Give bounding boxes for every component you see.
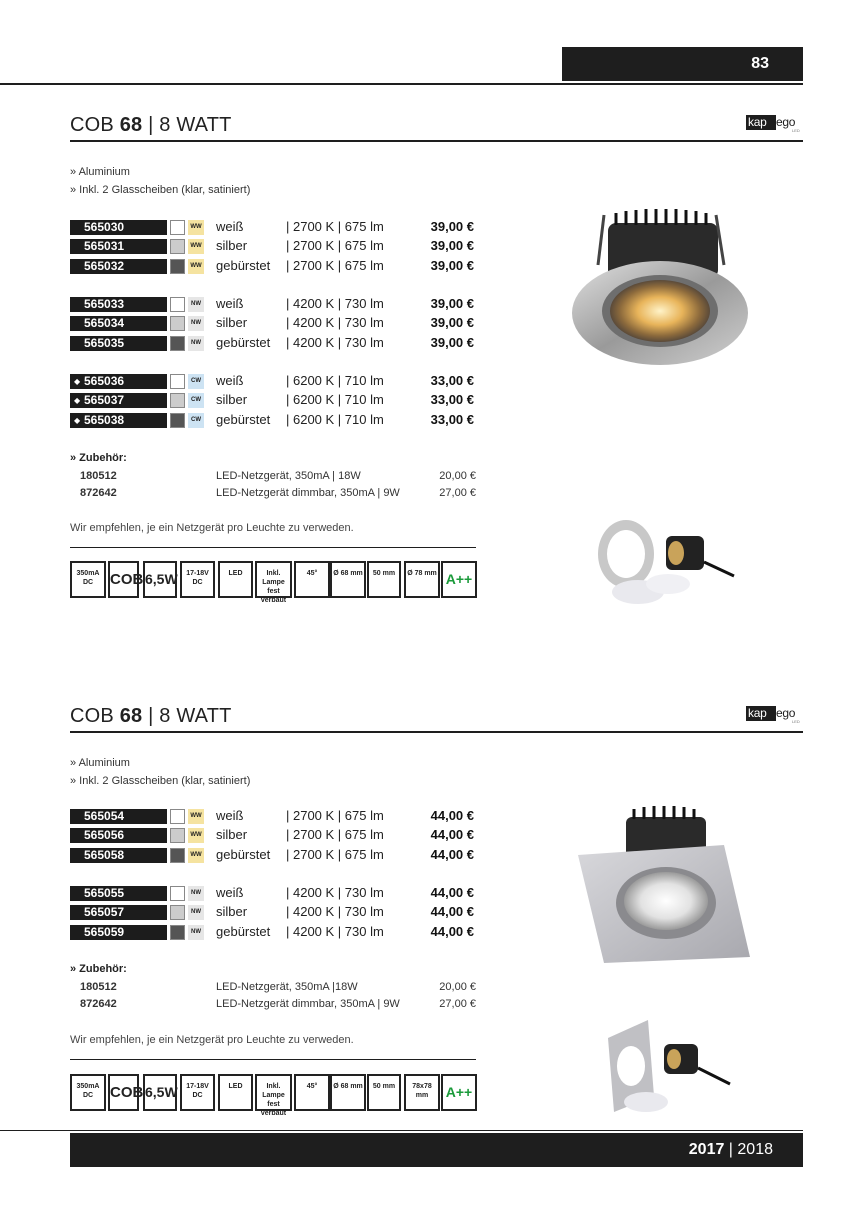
color-temp-badge: CW bbox=[188, 413, 204, 428]
light-spec: | 2700 K | 675 lm bbox=[286, 219, 384, 234]
price: 39,00 € bbox=[430, 238, 474, 253]
article-number: 565056 bbox=[70, 828, 167, 843]
finish-name: weiß bbox=[216, 296, 244, 311]
finish-name: weiß bbox=[216, 219, 244, 234]
light-spec: | 2700 K | 675 lm bbox=[286, 827, 384, 842]
light-spec: | 4200 K | 730 lm bbox=[286, 924, 384, 939]
section-title: COB 68 | 8 WATT bbox=[70, 114, 232, 136]
product-row bbox=[70, 296, 480, 313]
finish-name: weiß bbox=[216, 808, 244, 823]
color-temp-badge: WW bbox=[188, 828, 204, 843]
article-number: 565032 bbox=[70, 259, 167, 274]
bottom-divider bbox=[0, 1130, 803, 1131]
light-spec: | 2700 K | 675 lm bbox=[286, 258, 384, 273]
article-number: 565057 bbox=[70, 905, 167, 920]
light-spec: | 2700 K | 675 lm bbox=[286, 808, 384, 823]
feature-list bbox=[70, 163, 250, 199]
recommendation-divider bbox=[70, 547, 476, 548]
finish-swatch bbox=[170, 259, 185, 274]
feature-icon: 17-18V DC bbox=[180, 1074, 215, 1111]
feature-icon: Inkl. Lampe fest verbaut bbox=[255, 1074, 292, 1111]
product-row bbox=[70, 258, 480, 275]
price: 39,00 € bbox=[430, 296, 474, 311]
light-spec: | 4200 K | 730 lm bbox=[286, 335, 384, 350]
product-row bbox=[70, 904, 480, 921]
feature-item: » Inkl. 2 Glasscheiben (klar, satiniert) bbox=[70, 775, 251, 787]
article-number: 565035 bbox=[70, 336, 167, 351]
product-row bbox=[70, 335, 480, 352]
price: 44,00 € bbox=[430, 808, 474, 823]
round-downlight-parts-image bbox=[596, 512, 741, 612]
price: 44,00 € bbox=[430, 904, 474, 919]
finish-swatch bbox=[170, 239, 185, 254]
accessory-row: 872642 LED-Netzgerät dimmbar, 350mA | 9W 27,00 € bbox=[80, 487, 476, 499]
feature-icon: 78x78 mm bbox=[404, 1074, 440, 1111]
new-diamond-icon: ◆ bbox=[74, 396, 81, 405]
product-row bbox=[70, 392, 480, 409]
accessories-label: » Zubehör: bbox=[70, 963, 127, 975]
feature-icon: 350mA DC bbox=[70, 561, 106, 598]
accessory-row: 872642 LED-Netzgerät dimmbar, 350mA | 9W 27,00 € bbox=[80, 998, 476, 1010]
price: 39,00 € bbox=[430, 315, 474, 330]
color-temp-badge: WW bbox=[188, 259, 204, 274]
feature-icon: 350mA DC bbox=[70, 1074, 106, 1111]
product-row bbox=[70, 885, 480, 902]
color-temp-badge: WW bbox=[188, 220, 204, 235]
article-number: ◆ 565036 bbox=[70, 374, 167, 389]
price: 39,00 € bbox=[430, 219, 474, 234]
color-temp-badge: WW bbox=[188, 239, 204, 254]
accessory-row: 180512 LED-Netzgerät, 350mA |18W 20,00 € bbox=[80, 981, 476, 993]
article-number: 565030 bbox=[70, 220, 167, 235]
color-temp-badge: NW bbox=[188, 316, 204, 331]
feature-icon: LED bbox=[218, 1074, 253, 1111]
finish-name: silber bbox=[216, 392, 248, 407]
square-downlight-image bbox=[574, 805, 752, 965]
page-number-bar bbox=[562, 47, 803, 81]
finish-name: silber bbox=[216, 827, 248, 842]
finish-swatch bbox=[170, 297, 185, 312]
finish-name: gebürstet bbox=[216, 258, 271, 273]
color-temp-badge: WW bbox=[188, 848, 204, 863]
top-divider bbox=[0, 83, 803, 85]
article-number: ◆ 565037 bbox=[70, 393, 167, 408]
finish-swatch bbox=[170, 316, 185, 331]
finish-name: silber bbox=[216, 238, 248, 253]
finish-name: gebürstet bbox=[216, 924, 271, 939]
article-number: 565059 bbox=[70, 925, 167, 940]
feature-item: » Inkl. 2 Glasscheiben (klar, satiniert) bbox=[70, 184, 251, 196]
price: 39,00 € bbox=[430, 335, 474, 350]
light-spec: | 4200 K | 730 lm bbox=[286, 315, 384, 330]
footer-year-next: 2018 bbox=[737, 1141, 773, 1158]
feature-icon: 50 mm bbox=[367, 1074, 401, 1111]
feature-icon: LED bbox=[218, 561, 253, 598]
feature-icon: Ø 78 mm bbox=[404, 561, 440, 598]
article-number: ◆ 565038 bbox=[70, 413, 167, 428]
finish-swatch bbox=[170, 393, 185, 408]
light-spec: | 4200 K | 730 lm bbox=[286, 904, 384, 919]
product-row bbox=[70, 924, 480, 941]
product-row bbox=[70, 315, 480, 332]
feature-icon: 17-18V DC bbox=[180, 561, 215, 598]
square-downlight-parts-image bbox=[598, 1016, 738, 1116]
feature-icon: Ø 68 mm bbox=[330, 561, 366, 598]
color-temp-badge: NW bbox=[188, 336, 204, 351]
price: 44,00 € bbox=[430, 847, 474, 862]
color-temp-badge: WW bbox=[188, 809, 204, 824]
product-row bbox=[70, 412, 480, 429]
feature-icon: A++ bbox=[441, 561, 477, 598]
finish-swatch bbox=[170, 905, 185, 920]
finish-name: gebürstet bbox=[216, 335, 271, 350]
kapego-logo: kap ego LED bbox=[748, 706, 800, 724]
finish-swatch bbox=[170, 374, 185, 389]
product-row bbox=[70, 373, 480, 390]
light-spec: | 6200 K | 710 lm bbox=[286, 412, 384, 427]
light-spec: | 4200 K | 730 lm bbox=[286, 885, 384, 900]
feature-item: » Aluminium bbox=[70, 166, 130, 178]
section-title: COB 68 | 8 WATT bbox=[70, 705, 232, 727]
footer-year-current: 2017 bbox=[688, 1141, 725, 1158]
color-temp-badge: NW bbox=[188, 925, 204, 940]
feature-icon: 6,5W bbox=[143, 1074, 177, 1111]
finish-name: gebürstet bbox=[216, 847, 271, 862]
article-number: 565054 bbox=[70, 809, 167, 824]
feature-icon: A++ bbox=[441, 1074, 477, 1111]
feature-list bbox=[70, 754, 250, 790]
feature-icon: 45° bbox=[294, 1074, 330, 1111]
feature-icon: 6,5W bbox=[143, 561, 177, 598]
finish-swatch bbox=[170, 828, 185, 843]
product-row bbox=[70, 808, 480, 825]
footer-bar: 2017 | 2018 bbox=[70, 1133, 803, 1167]
finish-name: silber bbox=[216, 904, 248, 919]
feature-icon: COB bbox=[108, 561, 139, 598]
color-temp-badge: CW bbox=[188, 393, 204, 408]
feature-icon: 50 mm bbox=[367, 561, 401, 598]
light-spec: | 2700 K | 675 lm bbox=[286, 847, 384, 862]
price: 39,00 € bbox=[430, 258, 474, 273]
finish-name: weiß bbox=[216, 373, 244, 388]
price: 44,00 € bbox=[430, 924, 474, 939]
color-temp-badge: NW bbox=[188, 297, 204, 312]
recommendation-note: Wir empfehlen, je ein Netzgerät pro Leuchte zu verweden. bbox=[70, 522, 354, 534]
product-row bbox=[70, 847, 480, 864]
round-downlight-image bbox=[568, 205, 753, 370]
finish-swatch bbox=[170, 925, 185, 940]
new-diamond-icon: ◆ bbox=[74, 416, 81, 425]
finish-name: gebürstet bbox=[216, 412, 271, 427]
finish-swatch bbox=[170, 413, 185, 428]
finish-name: weiß bbox=[216, 885, 244, 900]
article-number: 565055 bbox=[70, 886, 167, 901]
light-spec: | 6200 K | 710 lm bbox=[286, 392, 384, 407]
article-number: 565031 bbox=[70, 239, 167, 254]
finish-swatch bbox=[170, 886, 185, 901]
price: 33,00 € bbox=[430, 373, 474, 388]
new-diamond-icon: ◆ bbox=[74, 377, 81, 386]
kapego-logo: kap ego LED bbox=[748, 115, 800, 133]
color-temp-badge: CW bbox=[188, 374, 204, 389]
article-number: 565033 bbox=[70, 297, 167, 312]
light-spec: | 2700 K | 675 lm bbox=[286, 238, 384, 253]
price: 44,00 € bbox=[430, 827, 474, 842]
price: 44,00 € bbox=[430, 885, 474, 900]
recommendation-note: Wir empfehlen, je ein Netzgerät pro Leuchte zu verweden. bbox=[70, 1034, 354, 1046]
price: 33,00 € bbox=[430, 412, 474, 427]
feature-icon: 45° bbox=[294, 561, 330, 598]
feature-item: » Aluminium bbox=[70, 757, 130, 769]
article-number: 565058 bbox=[70, 848, 167, 863]
feature-icon: Ø 68 mm bbox=[330, 1074, 366, 1111]
light-spec: | 4200 K | 730 lm bbox=[286, 296, 384, 311]
product-row bbox=[70, 238, 480, 255]
article-number: 565034 bbox=[70, 316, 167, 331]
accessory-row: 180512 LED-Netzgerät, 350mA | 18W 20,00 € bbox=[80, 470, 476, 482]
finish-swatch bbox=[170, 848, 185, 863]
accessories-label: » Zubehör: bbox=[70, 452, 127, 464]
finish-name: silber bbox=[216, 315, 248, 330]
page-number: 83 bbox=[751, 55, 769, 72]
finish-swatch bbox=[170, 336, 185, 351]
recommendation-divider bbox=[70, 1059, 476, 1060]
finish-swatch bbox=[170, 220, 185, 235]
price: 33,00 € bbox=[430, 392, 474, 407]
feature-icon: COB bbox=[108, 1074, 139, 1111]
section-divider bbox=[70, 140, 803, 142]
feature-icon: Inkl. Lampe fest verbaut bbox=[255, 561, 292, 598]
color-temp-badge: NW bbox=[188, 886, 204, 901]
product-row bbox=[70, 827, 480, 844]
finish-swatch bbox=[170, 809, 185, 824]
light-spec: | 6200 K | 710 lm bbox=[286, 373, 384, 388]
product-row bbox=[70, 219, 480, 236]
color-temp-badge: NW bbox=[188, 905, 204, 920]
section-divider bbox=[70, 731, 803, 733]
